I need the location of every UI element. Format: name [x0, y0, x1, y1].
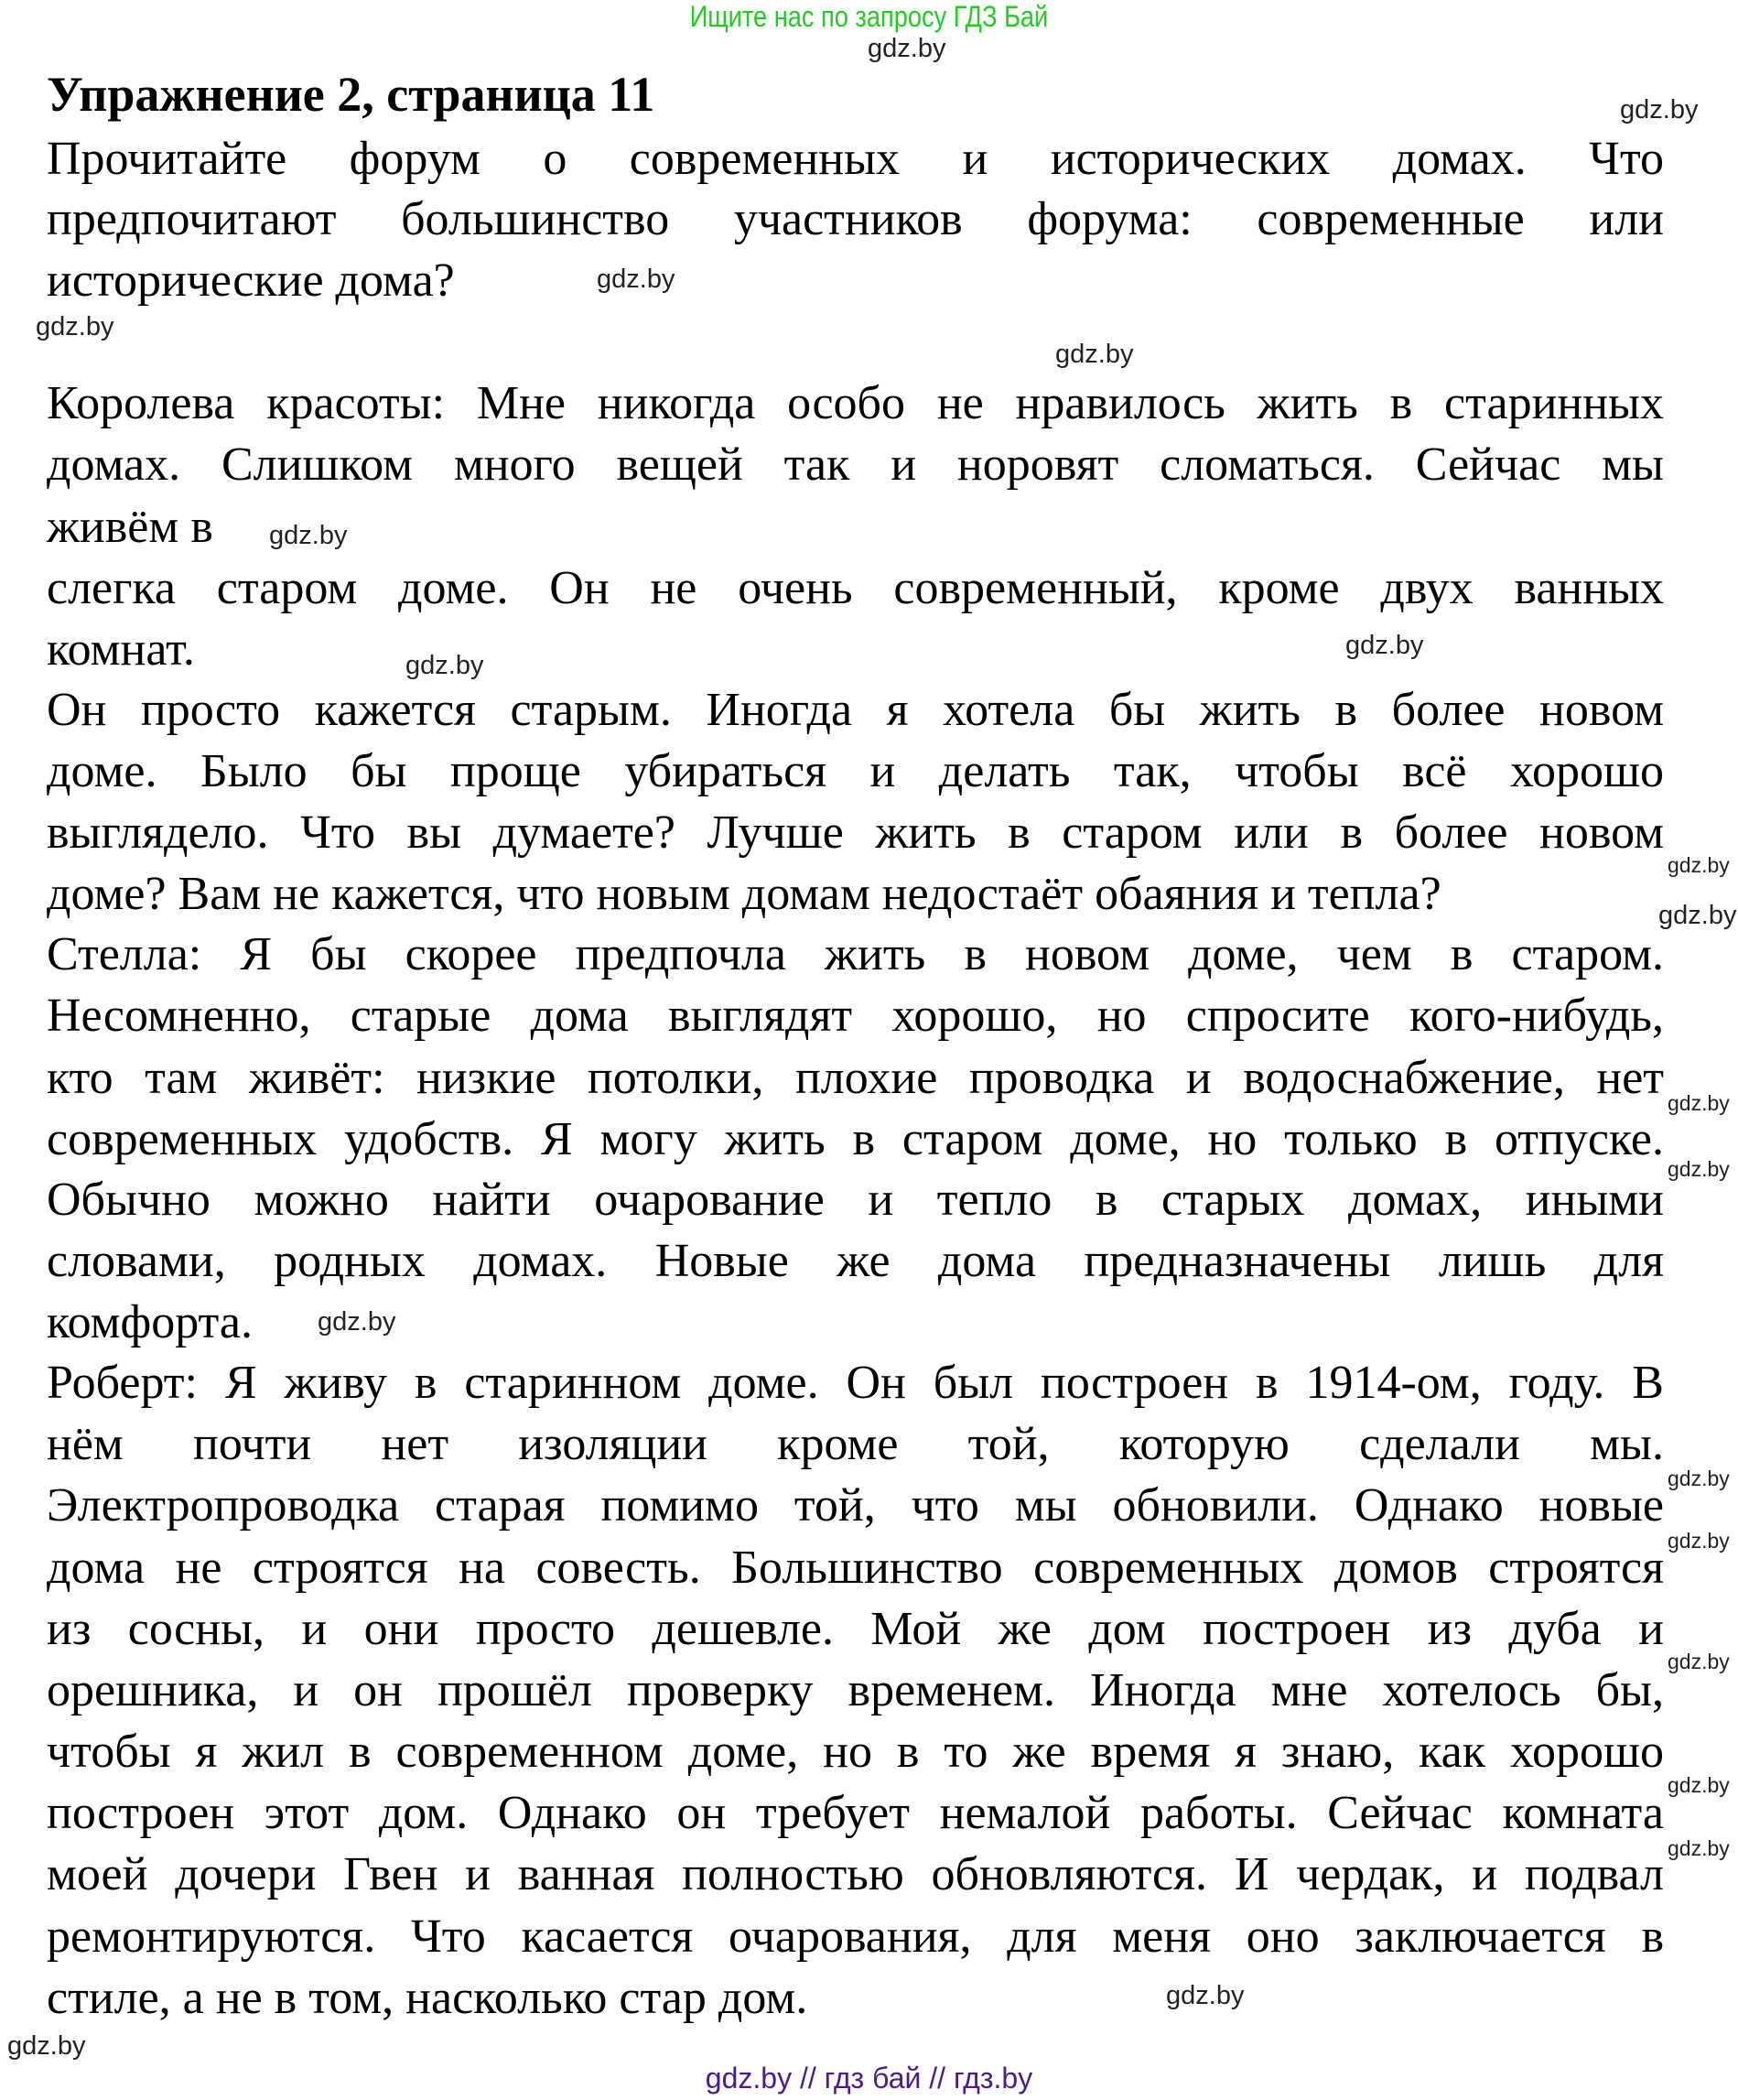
text-line: современных удобств. Я могу жить в старом доме, но только в отпуске. — [47, 1113, 1664, 1165]
text-line: из сосны, и они просто дешевле. Мой же дом построен из дуба и — [47, 1603, 1664, 1655]
text-line: исторические дома? — [47, 254, 455, 307]
watermark: gdz.by — [36, 312, 114, 341]
footer-links[interactable]: gdz.by // гдз бай // гдз.by — [705, 2062, 1033, 2095]
text-line: Обычно можно найти очарование и тепло в старых домах, иными — [47, 1174, 1664, 1226]
watermark: gdz.by — [1668, 1773, 1730, 1797]
text-line: стиле, а не в том, насколько стар дом. — [47, 1972, 808, 2024]
watermark: gdz.by — [1668, 1836, 1730, 1860]
watermark: gdz.by — [1658, 901, 1737, 930]
watermark: gdz.by — [1620, 95, 1699, 124]
text-line: слегка старом доме. Он не очень современный, кроме двух ванных — [47, 562, 1664, 614]
text-line: Он просто кажется старым. Иногда я хотела бы жить в более новом — [47, 684, 1664, 736]
text-line: Электропроводка старая помимо той, что мы обновили. Однако новые — [47, 1479, 1664, 1532]
text-line: словами, родных домах. Новые же дома предназначены лишь для — [47, 1235, 1664, 1287]
text-line: моей дочери Гвен и ванная полностью обновляются. И чердак, и подвал — [47, 1848, 1664, 1900]
text-line: комфорта. — [47, 1296, 253, 1348]
text-line: Прочитайте форум о современных и исторических домах. Что — [47, 133, 1664, 185]
watermark: gdz.by — [1668, 853, 1730, 877]
watermark: gdz.by — [1668, 1529, 1730, 1553]
text-line: орешника, и он прошёл проверку временем. Иногда мне хотелось бы, — [47, 1664, 1664, 1716]
text-line: чтобы я жил в современном доме, но в то же время я знаю, как хорошо — [47, 1726, 1664, 1778]
top-banner-link[interactable]: Ищите нас по запросу ГДЗ Бай — [689, 0, 1049, 33]
watermark: gdz.by — [1055, 340, 1134, 369]
watermark: gdz.by — [1668, 1091, 1730, 1115]
watermark: gdz.by — [1166, 1981, 1245, 2010]
text-line: Несомненно, старые дома выглядят хорошо, но спросите кого-нибудь, — [47, 990, 1664, 1042]
text-line: Роберт: Я живу в старинном доме. Он был построен в 1914-ом, году. В — [47, 1357, 1664, 1409]
text-line: Стелла: Я бы скорее предпочла жить в новом доме, чем в старом. — [47, 928, 1664, 980]
watermark: gdz.by — [269, 521, 348, 550]
text-line: ремонтируются. Что касается очарования, для меня оно заключается в — [47, 1911, 1664, 1963]
watermark: gdz.by — [1668, 1467, 1730, 1490]
text-line: Королева красоты: Мне никогда особо не нравилось жить в старинных — [47, 377, 1664, 429]
text-line: нём почти нет изоляции кроме той, которую сделали мы. — [47, 1418, 1664, 1470]
text-line: предпочитают большинство участников форума: современные или — [47, 193, 1664, 245]
text-line: построен этот дом. Однако он требует немалой работы. Сейчас комната — [47, 1787, 1664, 1839]
exercise-title: Упражнение 2, страница 11 — [47, 67, 655, 122]
text-line: кто там живёт: низкие потолки, плохие проводка и водоснабжение, нет — [47, 1052, 1664, 1104]
watermark: gdz.by — [405, 651, 484, 680]
text-line: комнат. — [47, 623, 195, 676]
watermark: gdz.by — [868, 34, 946, 63]
text-line: дома не строятся на совесть. Большинство современных домов строятся — [47, 1542, 1664, 1594]
watermark: gdz.by — [7, 2031, 86, 2061]
watermark: gdz.by — [1668, 1157, 1730, 1181]
text-line: домах. Слишком много вещей так и норовят сломаться. Сейчас мы — [47, 438, 1664, 491]
text-line: выглядело. Что вы думаете? Лучше жить в старом или в более новом — [47, 806, 1664, 859]
watermark: gdz.by — [1345, 631, 1424, 660]
text-line: доме. Было бы проще убираться и делать так, чтобы всё хорошо — [47, 745, 1664, 797]
text-line: живём в — [47, 501, 213, 553]
watermark: gdz.by — [597, 265, 675, 294]
watermark: gdz.by — [1668, 1650, 1730, 1673]
text-line: доме? Вам не кажется, что новым домам недостаёт обаяния и тепла? — [47, 868, 1441, 920]
watermark: gdz.by — [318, 1307, 396, 1337]
